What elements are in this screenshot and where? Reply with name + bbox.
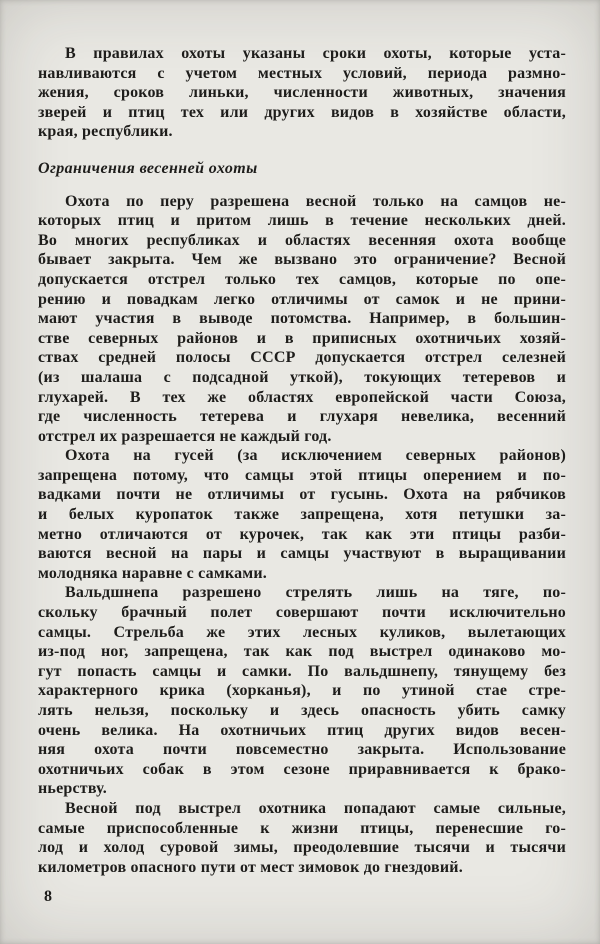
text-line: Охота на гусей (за исключением северных районов) xyxy=(65,447,566,465)
text-line: стве северных районов и в приписных охотничьих хозяй- xyxy=(38,329,566,347)
text-line: где численность тетерева и глухаря невелика, весенний xyxy=(38,408,566,426)
text-line: молодняка наравне с самками. xyxy=(38,564,268,582)
text-line: характерного крика (хорканья), и по утиной стае стре- xyxy=(38,682,566,700)
text-line: запрещена потому, что самцы этой птицы оперением и по- xyxy=(38,466,566,484)
text-line: края, республики. xyxy=(38,123,173,141)
section-heading: Ограничения весенней охоты xyxy=(38,159,258,177)
text-line: самые приспособленные к жизни птицы, перенесшие го- xyxy=(38,819,566,837)
text-line: навливаются с учетом местных условий, периода размно- xyxy=(38,64,566,82)
paragraph-intro xyxy=(38,44,566,142)
text-line: которых птиц и притом лишь в течение нескольких дней. xyxy=(38,212,566,230)
text-line: жения, сроков линьки, численности животных, значения xyxy=(38,84,566,102)
text-line: ваются весной на пары и самцы участвуют в выращивании xyxy=(38,545,566,563)
text-line: лять нельзя, поскольку и здесь опасность убить самку xyxy=(38,702,566,719)
text-line: глухарей. В тех же областях европейской части Союза, xyxy=(38,388,566,406)
text-line: километров опасного пути от мест зимовок до гнездовий. xyxy=(38,858,463,876)
text-line: и белых куропаток также запрещена, хотя петушки за- xyxy=(38,506,566,524)
text-line: вадками почти не отличимы от гусынь. Охота на рябчиков xyxy=(38,486,566,504)
text-line: рению и повадкам легко отличимы от самок и не прини- xyxy=(38,290,566,308)
text-line: отстрел их разрешается не каждый год. xyxy=(38,427,332,445)
paragraph xyxy=(38,192,566,447)
text-line: мают участия в выводе потомства. Например, в большин- xyxy=(38,310,566,328)
text-line: ньерству. xyxy=(38,780,107,798)
text-line: няя охота почти повсеместно закрыта. Использование xyxy=(38,741,566,759)
text-line: (из шалаша с подсадной уткой), токующих тетеревов и xyxy=(38,368,566,386)
text-line: В правилах охоты указаны сроки охоты, которые уста- xyxy=(65,45,566,62)
paragraph xyxy=(38,799,566,877)
text-line: ствах средней полосы СССР допускается отстрел селезней xyxy=(38,349,566,367)
text-line: Во многих республиках и областях весенняя охота вообще xyxy=(38,231,566,249)
text-line: самцы. Стрельба же этих лесных куликов, вылетающих xyxy=(38,623,566,641)
text-line: зверей и птиц тех или других видов в хозяйстве области, xyxy=(38,103,566,121)
paragraph xyxy=(38,446,566,583)
page-body xyxy=(38,44,566,877)
text-line: метно отличаются от курочек, так как эти птицы разби- xyxy=(38,525,566,543)
paragraph xyxy=(38,583,566,799)
text-line: лод и холод суровой зимы, преодолевшие тысячи и тысячи xyxy=(38,839,566,857)
text-line: охотничьих собак в этом сезоне приравнивается к брако- xyxy=(38,760,566,778)
text-line: из-под ног, запрещена, так как под выстрел одинаково мо- xyxy=(38,643,566,661)
text-line: бывает закрыта. Чем же вызвано это ограничение? Весной xyxy=(38,251,566,269)
text-line: допускается отстрел только тех самцов, которые по опе- xyxy=(38,270,566,288)
text-line: Весной под выстрел охотника попадают самые сильные, xyxy=(65,799,566,817)
text-line: Вальдшнепа разрешено стрелять лишь на тяге, по- xyxy=(65,584,566,602)
text-line: очень велика. На охотничьих птиц других видов весен- xyxy=(38,721,566,739)
text-line: Охота по перу разрешена весной только на самцов не- xyxy=(65,192,566,210)
page-number: 8 xyxy=(44,888,52,905)
text-line: гут попасть самцы и самки. По вальдшнепу, тянущему без xyxy=(38,662,566,680)
text-line: скольку брачный полет совершают почти исключительно xyxy=(38,604,566,622)
